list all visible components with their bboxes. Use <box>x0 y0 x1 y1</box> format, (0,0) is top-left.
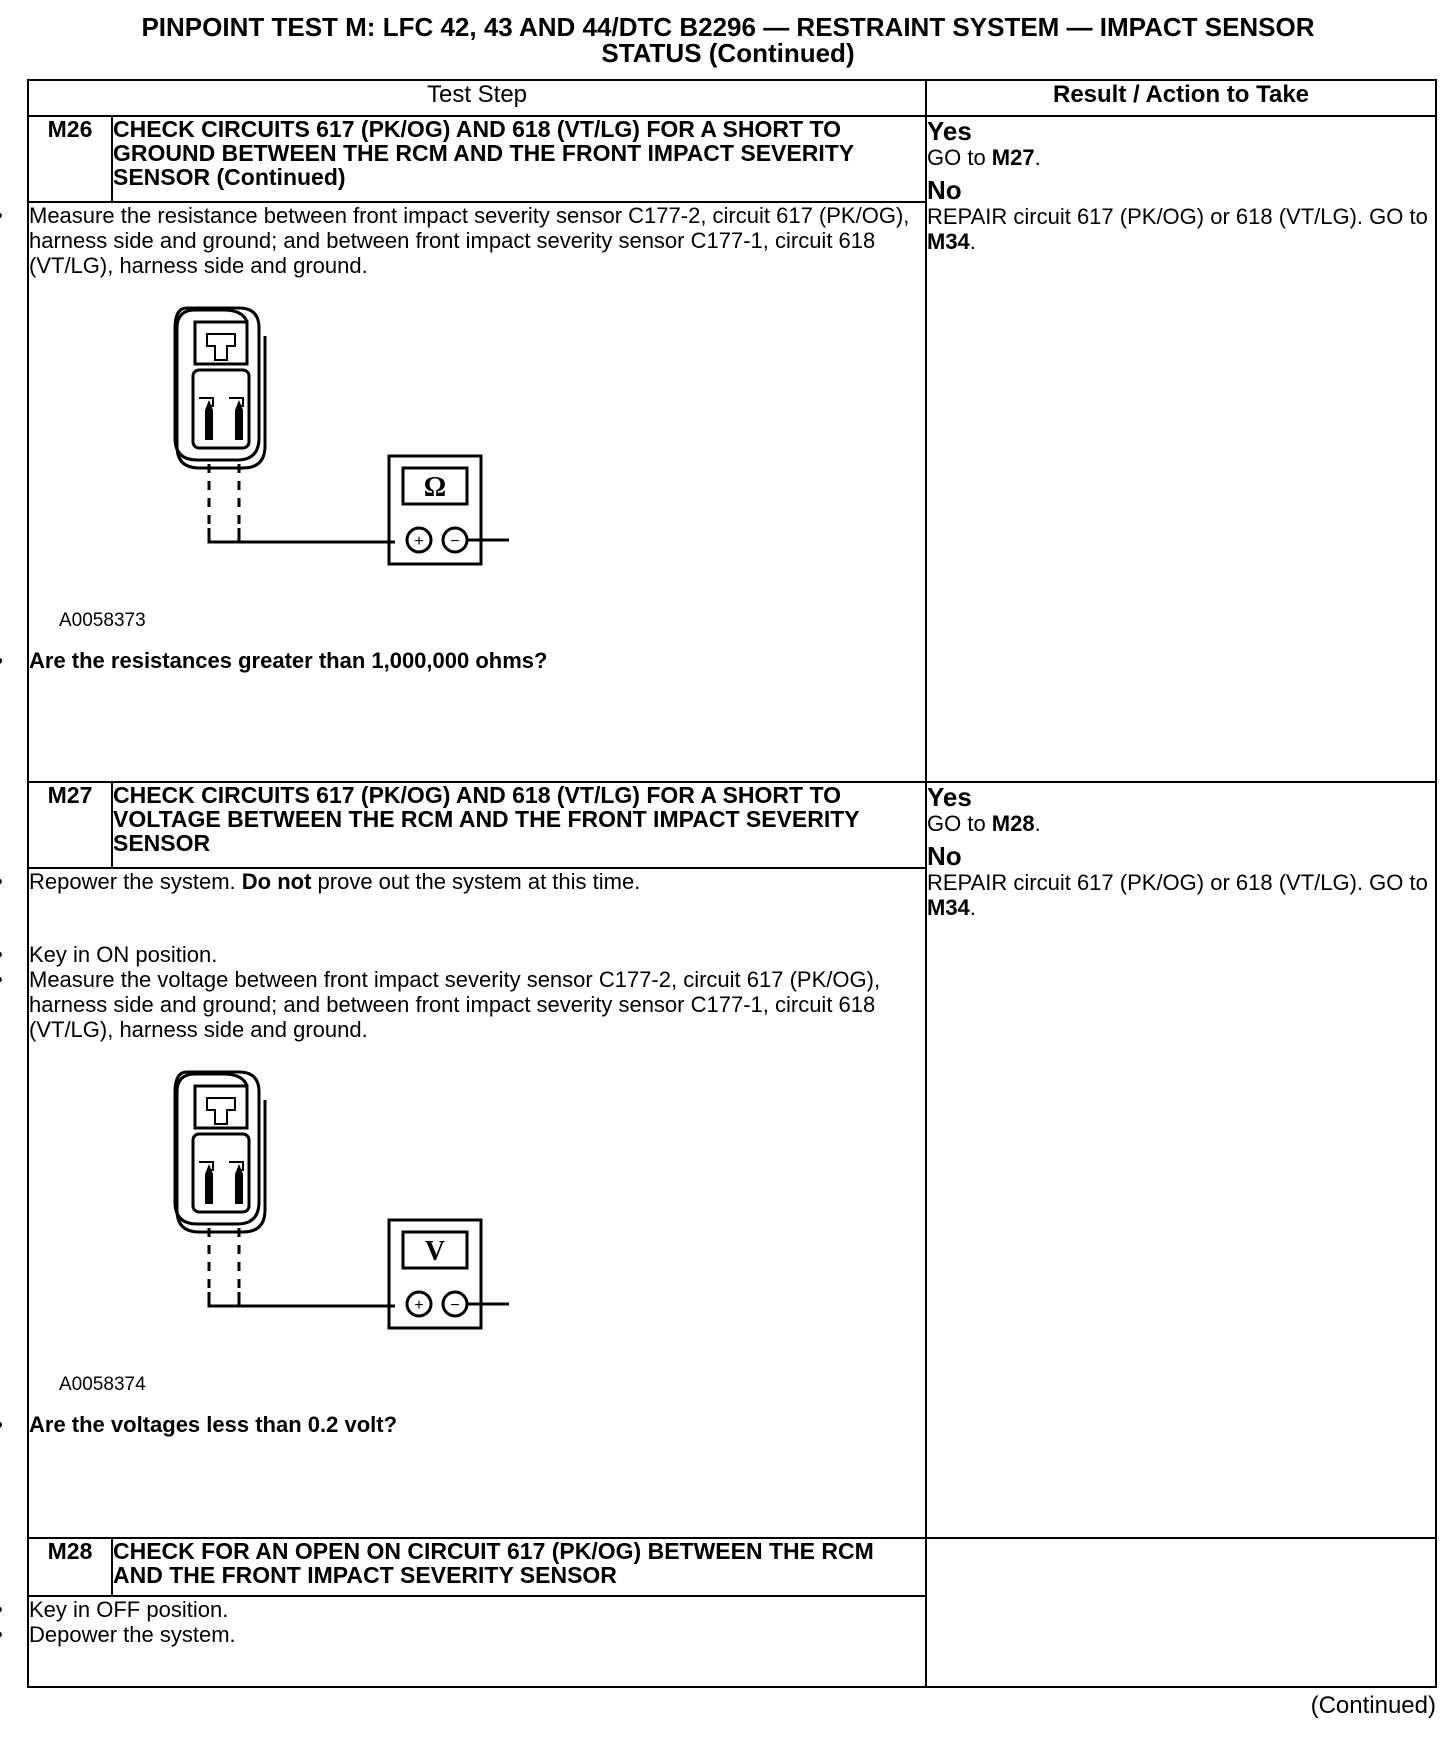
yes-target-link: M27 <box>991 145 1035 170</box>
step-m28-result <box>926 1538 1436 1687</box>
instruction-bullet: • Depower the system. <box>29 1622 925 1647</box>
yes-label: Yes <box>927 782 972 812</box>
step-title: CHECK CIRCUITS 617 (PK/OG) AND 618 (VT/LG) FOR A SHORT TO GROUND BETWEEN THE RCM AND THE FRONT IMPACT SEVERITY SENSOR (Continued) <box>112 116 926 202</box>
step-body <box>28 202 926 782</box>
title-line-2: STATUS (Continued) <box>601 38 855 68</box>
no-target-link: M34 <box>927 229 970 254</box>
yes-action: GO to M28. <box>927 811 1041 836</box>
svg-text:+: + <box>414 1297 424 1314</box>
table-header-row <box>28 80 1436 116</box>
instruction-bullet: • Measure the resistance between front impact severity sensor C177-2, circuit 617 (PK/OG), harness side and ground; and between front impact severity sensor C177-1, circuit 618 (VT/LG), harness side and ground. <box>29 203 925 278</box>
figure-id: A0058373 <box>59 610 146 631</box>
step-m27-title-row <box>28 782 1436 868</box>
header-result-action: Result / Action to Take <box>926 80 1436 116</box>
no-label: No <box>927 841 962 871</box>
step-m26-title-row <box>28 116 1436 202</box>
figure-id: A0058374 <box>59 1374 146 1395</box>
no-action: REPAIR circuit 617 (PK/OG) or 618 (VT/LG). GO to M34. <box>927 204 1428 254</box>
svg-text:−: − <box>450 533 460 550</box>
ohm-symbol: Ω <box>423 472 447 503</box>
step-body <box>28 868 926 1538</box>
step-m26-result <box>926 116 1436 782</box>
step-title: CHECK CIRCUITS 617 (PK/OG) AND 618 (VT/LG) FOR A SHORT TO VOLTAGE BETWEEN THE RCM AND THE FRONT IMPACT SEVERITY SENSOR <box>112 782 926 868</box>
instruction-bullet: • Repower the system. Do not prove out the system at this time. <box>29 869 925 894</box>
no-label: No <box>927 175 962 205</box>
connector-meter-diagram <box>0 278 509 648</box>
header-test-step: Test Step <box>28 80 926 116</box>
question-bullet: • Are the voltages less than 0.2 volt? <box>29 1412 925 1437</box>
instruction-bullet: • Measure the voltage between front impact severity sensor C177-2, circuit 617 (PK/OG), harness side and ground; and between front impact severity sensor C177-1, circuit 618 (VT/LG), harness side and ground. <box>29 967 925 1042</box>
page-title <box>40 14 1416 66</box>
instruction-bullet: • Key in ON position. <box>29 942 925 967</box>
continued-footer: (Continued) <box>1310 1692 1436 1719</box>
step-code: M26 <box>28 116 112 202</box>
step-code: M28 <box>28 1538 112 1596</box>
svg-text:−: − <box>450 1297 460 1314</box>
instruction-bullet: • Key in OFF position. <box>29 1597 925 1622</box>
step-m27-result <box>926 782 1436 1538</box>
volt-symbol: V <box>424 1236 446 1267</box>
step-code: M27 <box>28 782 112 868</box>
connector-meter-diagram <box>0 1042 509 1412</box>
svg-text:+: + <box>414 533 424 550</box>
step-title: CHECK FOR AN OPEN ON CIRCUIT 617 (PK/OG) BETWEEN THE RCM AND THE FRONT IMPACT SEVERITY SENSOR <box>112 1538 926 1596</box>
no-action: REPAIR circuit 617 (PK/OG) or 618 (VT/LG). GO to M34. <box>927 870 1428 920</box>
voltmeter-diagram-graphic <box>0 1042 509 1402</box>
question-bullet: • Are the resistances greater than 1,000,000 ohms? <box>29 648 925 673</box>
pinpoint-test-table <box>27 79 1437 1688</box>
ohmmeter-diagram-graphic <box>0 278 509 638</box>
step-m28-title-row <box>28 1538 1436 1596</box>
yes-action: GO to M27. <box>927 145 1041 170</box>
step-body <box>28 1596 926 1687</box>
yes-target-link: M28 <box>991 811 1035 836</box>
no-target-link: M34 <box>927 895 970 920</box>
title-line-1: PINPOINT TEST M: LFC 42, 43 AND 44/DTC B2296 — RESTRAINT SYSTEM — IMPACT SENSOR <box>141 12 1315 42</box>
yes-label: Yes <box>927 116 972 146</box>
